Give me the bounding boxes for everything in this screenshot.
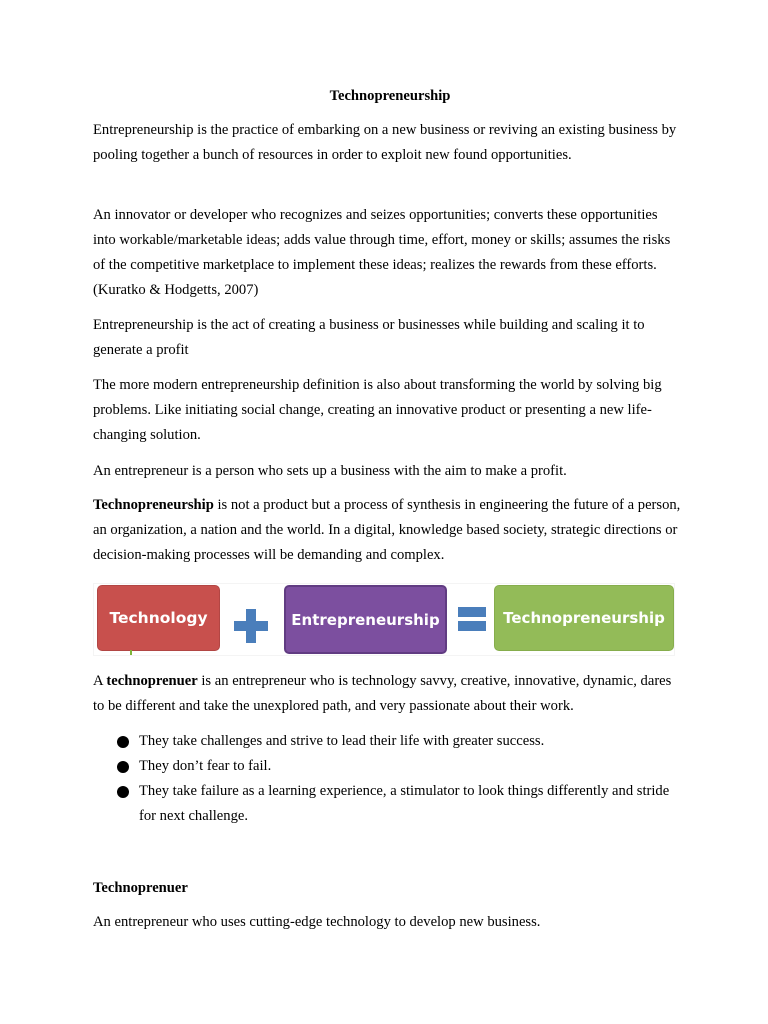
list-item [93, 779, 683, 829]
bullet-icon [117, 786, 129, 798]
paragraph-technopreneurship [93, 493, 683, 568]
technology-box: Technology [97, 585, 220, 651]
technopreneurship-description: is not a product but a process of synthesis in engineering the future of a person, an organization, a nation and the world. In a digital, knowledge based society, strategic directions or decision-making processes will be demanding and complex. [93, 497, 681, 563]
traits-bullet-list [93, 729, 683, 829]
bullet-icon [117, 761, 129, 773]
technopreneurship-equation-banner [93, 583, 675, 656]
technoprenuer-description: is an entrepreneur who is technology savvy, creative, innovative, dynamic, dares to be different and take the unexplored path, and very passionate about their work. [93, 673, 672, 714]
term-technopreneurship: Technopreneurship [93, 497, 214, 513]
technoprenuer-prefix: A [93, 673, 107, 689]
document-title: Technopreneurship [329, 88, 451, 104]
list-item [93, 754, 683, 779]
list-item-text: They take challenges and strive to lead their life with greater success. [139, 733, 545, 749]
bullet-icon [117, 736, 129, 748]
paragraph-entrepreneurship-definition: Entrepreneurship is the practice of embarking on a new business or reviving an existing business by pooling together a bunch of resources in order to exploit new found opportunities. [93, 122, 677, 163]
paragraph-final-definition: An entrepreneur who uses cutting-edge technology to develop new business. [93, 914, 541, 930]
term-technoprenuer: technoprenuer [106, 673, 198, 689]
list-item [93, 729, 683, 754]
section-heading-technoprenuer: Technoprenuer [93, 880, 188, 896]
paragraph-innovator-definition: An innovator or developer who recognizes and seizes opportunities; converts these opportunities into workable/marketable ideas; adds value through time, effort, money or skills; assumes the risks of the competitive marketplace to implement these ideas; realizes the rewards from these efforts. (Kuratko & Hodgetts, 2007) [93, 207, 671, 298]
equals-icon [458, 605, 486, 633]
entrepreneurship-box: Entrepreneurship [284, 585, 447, 654]
paragraph-entrepreneurship-act: Entrepreneurship is the act of creating a business or businesses while building and scaling it to generate a profit [93, 317, 645, 358]
technopreneurship-box: Technopreneurship [494, 585, 674, 651]
paragraph-entrepreneur-person: An entrepreneur is a person who sets up a business with the aim to make a profit. [93, 463, 567, 479]
list-item-text: They don’t fear to fail. [139, 758, 272, 774]
paragraph-technoprenuer [93, 669, 683, 719]
list-item-text: They take failure as a learning experience, a stimulator to look things differently and stride for next challenge. [139, 783, 670, 824]
paragraph-modern-definition: The more modern entrepreneurship definition is also about transforming the world by solving big problems. Like initiating social change, creating an innovative product or presenting a new life-changing solution. [93, 377, 662, 443]
banner-tick-mark [130, 650, 132, 655]
plus-icon [234, 609, 268, 643]
